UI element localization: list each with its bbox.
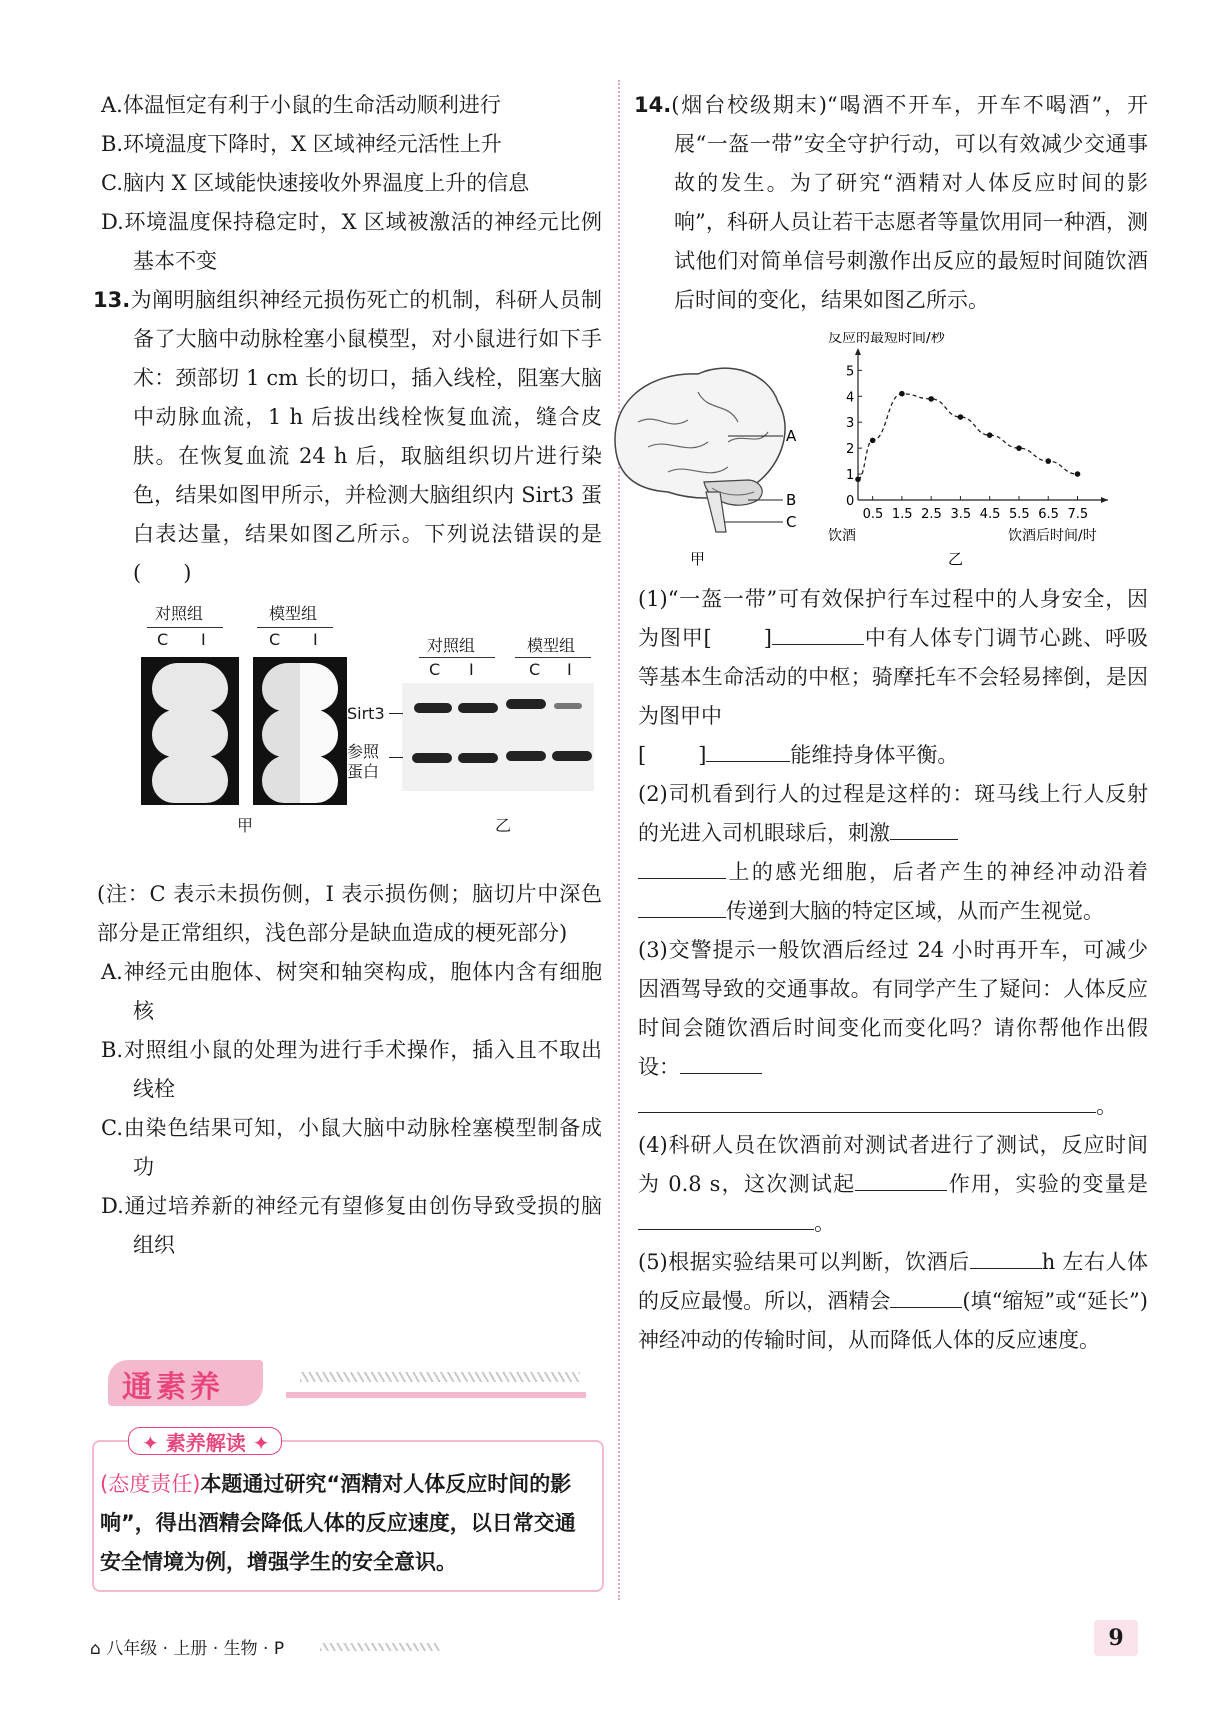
fig-control-label: 对照组 [155, 604, 204, 623]
q13-stem: 13.为阐明脑组织神经元损伤死亡的机制，科研人员制备了大脑中动脉栓塞小鼠模型，对小鼠进行如下手术：颈部切 1 cm 长的切口，插入线栓，阻塞大脑中动脉血流，1 h 后拔出线栓恢复血流，缝合皮肤。在恢复血流 24 h 后，取脑组织切片进行染色，结果如图甲所示，并检测大脑组织内 Sirt3 蛋白表达量，结果如图乙所示。下列说法错误的是( ) [93, 288, 602, 585]
left-column [93, 86, 602, 1265]
q13-option-c: C.由染色结果可知，小鼠大脑中动脉栓塞模型制备成功 [101, 1116, 602, 1179]
section-rule [286, 1392, 586, 1398]
fig-i-label: I [313, 630, 318, 649]
brain-slices-model [253, 657, 347, 805]
y-tick-label: 3 [846, 416, 855, 432]
brain-slice [262, 709, 338, 757]
brain-label-a: A [786, 427, 797, 445]
answer-blank[interactable] [638, 1205, 814, 1230]
data-point [1045, 458, 1051, 464]
answer-blank[interactable] [855, 1166, 947, 1191]
x-axis-arrow [1101, 497, 1108, 503]
q12-option-c: C.脑内 X 区域能快速接收外界温度上升的信息 [101, 171, 530, 195]
y-tick-label: 5 [846, 364, 855, 380]
data-point [987, 432, 993, 438]
x-tick-label: 0.5 [862, 507, 884, 522]
answer-blank[interactable] [638, 893, 726, 918]
blot-c-label: C [429, 660, 441, 679]
fig-rule [147, 627, 223, 628]
x-tick-label: 6.5 [1038, 507, 1059, 522]
ref-label-1: 参照 [347, 742, 380, 761]
fig-c-label: C [269, 630, 281, 649]
q14-sub2: (2)司机看到行人的过程是这样的：斑马线上行人反射的光进入司机眼球后，刺激 上的感光细胞，后者产生的神经冲动沿着传递到大脑的特定区域，从而产生视觉。 [638, 782, 1148, 923]
q14-figure-svg [608, 332, 1128, 572]
brain-illustration [615, 368, 785, 532]
sirt3-label: Sirt3 [347, 704, 385, 723]
blot-control-label: 对照组 [427, 636, 476, 655]
western-blot [402, 683, 594, 791]
blot-band [552, 751, 592, 761]
blot-model-label: 模型组 [527, 636, 576, 655]
blot-i-label: I [567, 660, 572, 679]
literacy-body: (态度责任)本题通过研究“酒精对人体反应时间的影响”，得出酒精会降低人体的反应速度，以日常交通安全情境为例，增强学生的安全意识。 [100, 1472, 576, 1574]
brain-slice [262, 755, 338, 803]
fig-rule [257, 627, 333, 628]
footer-hatch [320, 1643, 440, 1651]
blot-c-label: C [529, 660, 541, 679]
y-axis-arrow [855, 348, 861, 355]
answer-blank[interactable] [970, 1244, 1042, 1269]
q13-option-d: D.通过培养新的神经元有望修复由创伤导致受损的脑组织 [101, 1194, 602, 1257]
data-point [870, 438, 876, 444]
section-hatch [300, 1372, 580, 1382]
blot-band [458, 753, 498, 763]
answer-blank[interactable] [772, 620, 864, 645]
label-tick [389, 757, 403, 758]
brain-label-c: C [786, 513, 797, 531]
fig-rule [515, 657, 591, 658]
data-point [1075, 471, 1081, 477]
fig-yi-label: 乙 [495, 816, 512, 835]
q14-figure [608, 332, 1148, 572]
x-origin-label: 饮酒 [828, 528, 856, 544]
brain-slice [152, 663, 228, 711]
blot-band [414, 703, 452, 713]
data-point [899, 391, 905, 397]
brain-slice [152, 755, 228, 803]
fig-i-label: I [201, 630, 206, 649]
q13-option-b: B.对照组小鼠的处理为进行手术操作，插入且不取出线栓 [101, 1038, 602, 1101]
answer-blank[interactable] [706, 737, 790, 762]
q14-sub4: (4)科研人员在饮酒前对测试者进行了测试，反应时间为 0.8 s，这次测试起 作用，实验的变量是。 [638, 1133, 1148, 1235]
x-tick-label: 3.5 [950, 507, 972, 522]
brain-slices-control [141, 657, 239, 805]
x-axis-label: 饮酒后时间/时 [1008, 528, 1097, 544]
brain-slice [262, 663, 338, 711]
blot-band [458, 703, 498, 713]
blot-band [412, 753, 452, 763]
data-point [855, 476, 861, 482]
answer-blank[interactable] [680, 1049, 762, 1074]
label-tick [389, 713, 403, 714]
blot-band [506, 699, 546, 709]
data-point [928, 396, 934, 402]
y-tick-label: 1 [846, 468, 855, 484]
series-line [858, 394, 1078, 480]
x-tick-label: 4.5 [979, 507, 1001, 522]
fig-rule [419, 657, 495, 658]
answer-blank[interactable] [890, 815, 958, 840]
right-column [634, 86, 1149, 1360]
blot-band [554, 703, 582, 709]
reaction-time-chart [828, 332, 1108, 544]
x-tick-label: 7.5 [1067, 507, 1089, 522]
y-tick-label: 4 [846, 390, 855, 406]
q13-figure [97, 601, 602, 871]
y-tick-label: 0 [846, 494, 855, 509]
q13-option-a: A.神经元由胞体、树突和轴突构成，胞体内含有细胞核 [101, 960, 602, 1023]
figure-jia-label: 甲 [690, 550, 706, 568]
ref-label-2: 蛋白 [347, 762, 380, 781]
column-divider [618, 80, 620, 1600]
answer-blank[interactable] [638, 1088, 1096, 1113]
brain-slice [152, 709, 228, 757]
x-tick-label: 2.5 [921, 507, 942, 522]
fig-c-label: C [157, 630, 169, 649]
x-tick-label: 5.5 [1008, 507, 1030, 522]
blot-i-label: I [469, 660, 474, 679]
q14-sub1: (1)“一盔一带”可有效保护行车过程中的人身安全，因为图甲[ ] 中有人体专门调节心跳、呼吸等基本生命活动的中枢；骑摩托车不会轻易摔倒，是因为图甲中 [ ] 能维持身体平衡。 [638, 587, 1148, 767]
q14-stem: 14.(烟台校级期末)“喝酒不开车，开车不喝酒”，开展“一盔一带”安全守护行动，可以有效减少交通事故的发生。为了研究“酒精对人体反应时间的影响”，科研人员让若干志愿者等量饮用同一种酒，测试他们对简单信号刺激作出反应的最短时间随饮酒后时间的变化，结果如图乙所示。 [634, 93, 1148, 312]
q13-note: (注：C 表示未损伤侧，I 表示损伤侧；脑切片中深色部分是正常组织，浅色部分是缺血造成的梗死部分) [97, 882, 602, 945]
section-badge-title: 通素养 [122, 1370, 224, 1405]
y-tick-label: 2 [846, 442, 855, 458]
q14-sub3: (3)交警提示一般饮酒后经过 24 小时再开车，可减少因酒驾导致的交通事故。有同学产生了疑问：人体反应时间会随饮酒后时间变化而变化吗？请你帮他作出假设： 。 [638, 938, 1148, 1118]
fig-jia-label: 甲 [237, 816, 254, 835]
figure-yi-label: 乙 [948, 550, 964, 568]
y-axis-label: 反应的最短时间/秒 [828, 332, 945, 346]
q12-option-a: A.体温恒定有利于小鼠的生命活动顺利进行 [101, 93, 501, 117]
fig-model-label: 模型组 [269, 604, 318, 623]
q12-option-b: B.环境温度下降时，X 区域神经元活性上升 [101, 132, 502, 156]
literacy-tag: ✦ 素养解读 ✦ [142, 1431, 270, 1455]
page-number: 9 [1094, 1620, 1138, 1656]
answer-blank[interactable] [638, 854, 726, 879]
answer-blank[interactable] [890, 1283, 962, 1308]
footer-text: ⌂ 八年级 · 上册 · 生物 · P [90, 1639, 285, 1659]
data-point [1016, 445, 1022, 451]
x-tick-label: 1.5 [891, 507, 913, 522]
blot-band [506, 751, 546, 761]
q14-sub5: (5)根据实验结果可以判断，饮酒后 h 左右人体的反应最慢。所以，酒精会 (填“缩短”或“延长”)神经冲动的传输时间，从而降低人体的反应速度。 [638, 1243, 1148, 1360]
brain-label-b: B [786, 491, 797, 509]
q12-option-d: D.环境温度保持稳定时，X 区域被激活的神经元比例基本不变 [101, 210, 602, 273]
data-point [958, 414, 964, 420]
